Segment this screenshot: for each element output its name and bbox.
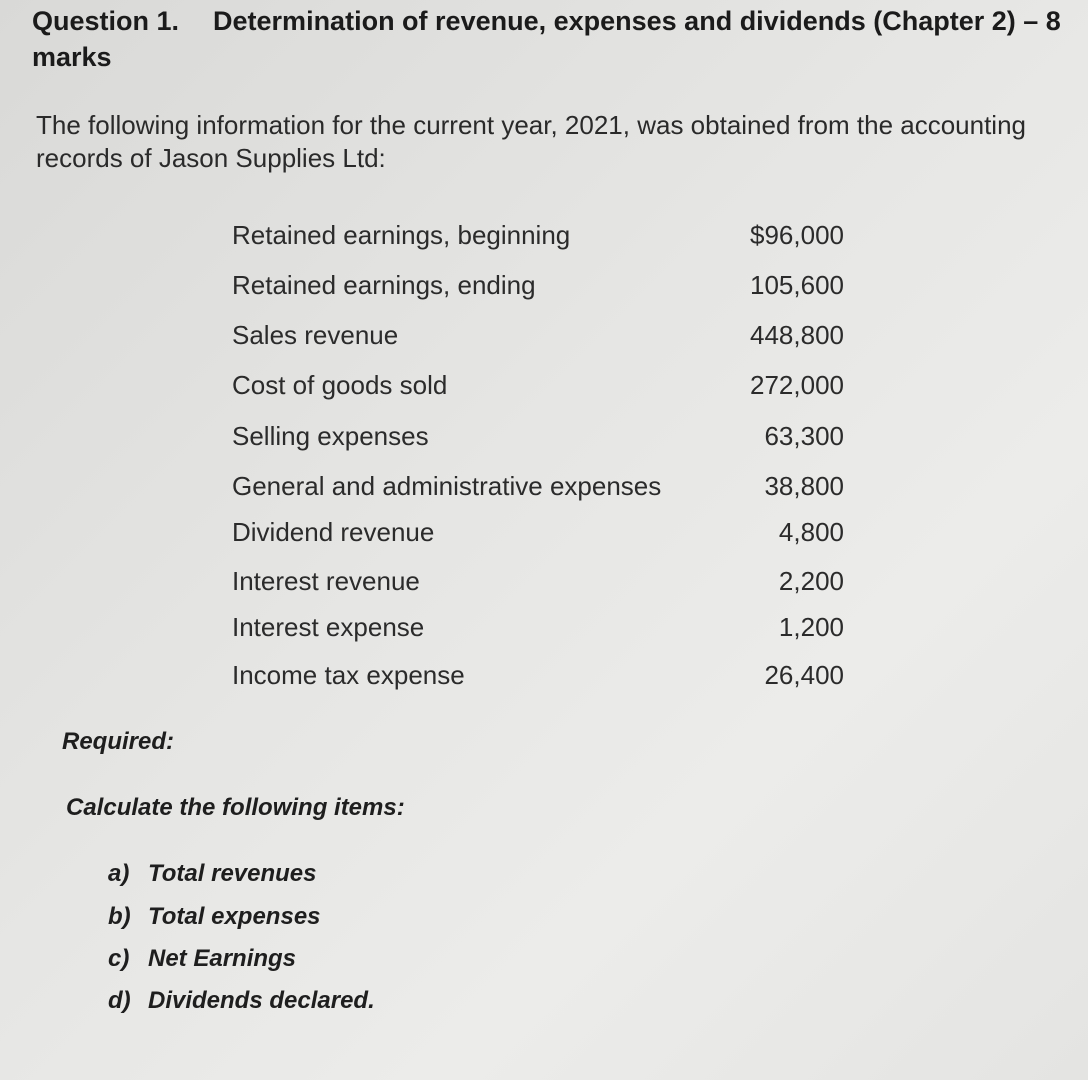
list-item: [108, 903, 321, 931]
required-instruction: Calculate the following items:: [66, 794, 405, 821]
item-amount: 105,600: [750, 270, 844, 300]
item-label: Income tax expense: [232, 660, 465, 690]
table-row: [232, 517, 844, 553]
item-amount: 26,400: [764, 660, 844, 690]
list-item: [108, 987, 375, 1015]
item-label: Cost of goods sold: [232, 370, 448, 400]
intro-line-2: records of Jason Supplies Ltd:: [36, 143, 386, 173]
task-letter: b): [108, 903, 131, 930]
table-row: [232, 320, 844, 356]
item-amount: 63,300: [764, 421, 844, 451]
table-row: [232, 612, 844, 648]
item-label: Sales revenue: [232, 320, 399, 350]
item-amount: 272,000: [750, 370, 844, 400]
item-amount: 448,800: [750, 320, 844, 350]
item-amount: 2,200: [778, 566, 844, 596]
task-letter: a): [108, 860, 130, 887]
task-text: Dividends declared.: [148, 987, 375, 1014]
list-item: [108, 860, 317, 888]
item-label: Interest revenue: [232, 566, 420, 596]
table-row: [232, 370, 844, 406]
item-label: Interest expense: [232, 612, 425, 642]
intro-line-1: The following information for the current year, 2021, was obtained from the accounting: [36, 110, 1027, 140]
question-title: Determination of revenue, expenses and dividends (Chapter 2) – 8: [213, 6, 1061, 36]
table-row: [232, 471, 844, 507]
question-title-continued: marks: [32, 42, 112, 72]
item-amount: 38,800: [764, 471, 844, 501]
table-row: [232, 270, 844, 306]
table-row: [232, 220, 844, 256]
task-letter: d): [108, 987, 131, 1014]
required-heading: Required:: [62, 728, 175, 755]
question-heading: [32, 6, 1061, 37]
table-row: [232, 660, 844, 696]
list-item: [108, 945, 296, 973]
item-label: Retained earnings, ending: [232, 270, 536, 300]
item-amount: $96,000: [750, 220, 844, 250]
task-text: Net Earnings: [148, 945, 297, 972]
item-label: Retained earnings, beginning: [232, 220, 571, 250]
item-label: Selling expenses: [232, 421, 429, 451]
task-letter: c): [108, 945, 130, 972]
item-label: General and administrative expenses: [232, 471, 662, 501]
task-text: Total revenues: [148, 860, 317, 887]
item-amount: 4,800: [778, 517, 844, 547]
table-row: [232, 566, 844, 602]
item-label: Dividend revenue: [232, 517, 435, 547]
question-number: Question 1.: [32, 6, 180, 36]
task-text: Total expenses: [148, 903, 321, 930]
item-amount: 1,200: [778, 612, 844, 642]
table-row: [232, 421, 844, 457]
